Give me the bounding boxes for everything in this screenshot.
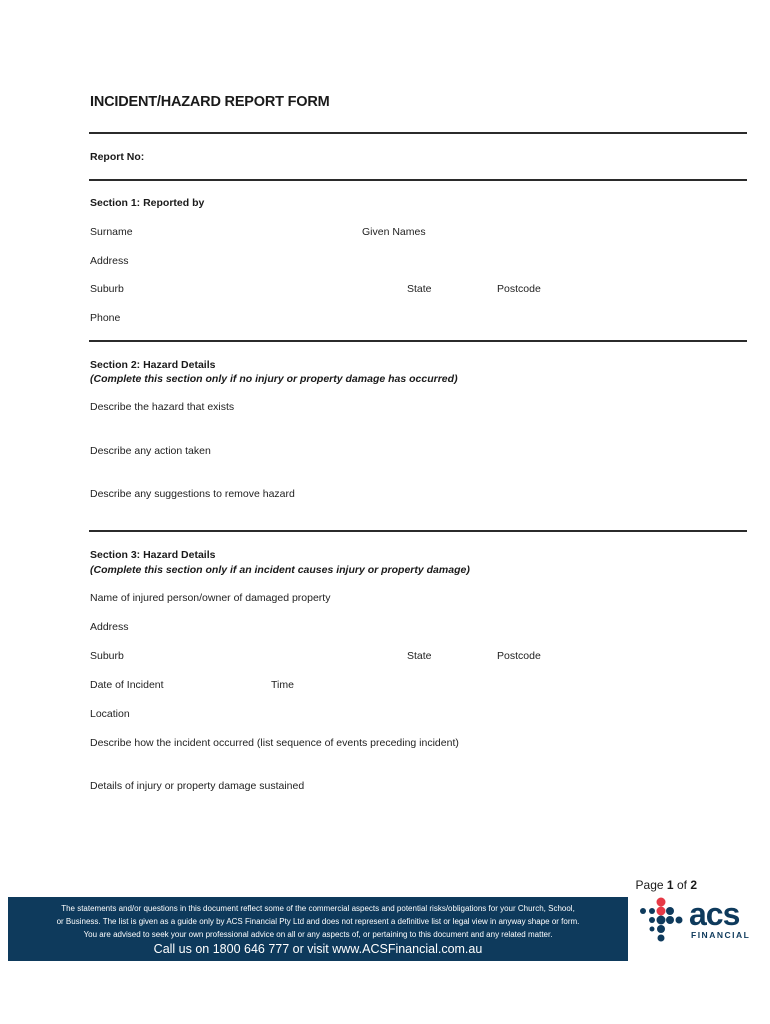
page-prefix: Page [635, 878, 664, 892]
disclaimer-line: or Business. The list is given as a guide only by ACS Financial Pty Ltd and does not represent a definitive list or legal view in anyway shape or form. [56, 917, 580, 926]
report-no-label: Report No: [90, 151, 145, 163]
page-current: 1 [666, 878, 674, 892]
disclaimer-line: You are advised to seek your own professional advice on all or any aspects of, or pertaining to this document and any related matter. [83, 930, 553, 939]
postcode-label: Postcode [497, 283, 541, 295]
time-label: Time [271, 679, 294, 691]
section1-heading: Section 1: Reported by [90, 197, 205, 209]
acs-logo [636, 896, 751, 946]
state-label: State [407, 650, 432, 662]
date-label: Date of Incident [90, 679, 164, 691]
disclaimer-line: The statements and/or questions in this document reflect some of the commercial aspects and potential risks/obligations for your Church, School, [61, 904, 575, 913]
suggestions-label: Describe any suggestions to remove hazard [90, 488, 295, 500]
footer-disclaimer [8, 897, 628, 941]
suburb-label: Suburb [90, 650, 124, 662]
suburb-label: Suburb [90, 283, 124, 295]
divider [89, 530, 747, 532]
postcode-label: Postcode [497, 650, 541, 662]
hazard-label: Describe the hazard that exists [90, 401, 235, 413]
footer-contact: Call us on 1800 646 777 or visit www.ACSFinancial.com.au [153, 942, 483, 956]
address-label: Address [90, 255, 129, 267]
logo-subtitle: FINANCIAL [691, 930, 751, 940]
given-names-label: Given Names [362, 226, 426, 238]
logo-name: acs [689, 896, 740, 932]
divider [89, 132, 747, 134]
divider [89, 340, 747, 342]
phone-label: Phone [90, 312, 121, 324]
location-label: Location [90, 708, 130, 720]
state-label: State [407, 283, 432, 295]
footer-banner [8, 897, 628, 961]
section2-heading: Section 2: Hazard Details [90, 359, 216, 371]
address-label: Address [90, 621, 129, 633]
incident-how-label: Describe how the incident occurred (list sequence of events preceding incident) [90, 737, 459, 749]
surname-label: Surname [90, 226, 133, 238]
form-title: INCIDENT/HAZARD REPORT FORM [90, 94, 330, 110]
divider [89, 179, 747, 181]
section3-heading: Section 3: Hazard Details [90, 549, 216, 561]
action-label: Describe any action taken [90, 445, 211, 457]
injured-name-label: Name of injured person/owner of damaged property [90, 592, 331, 604]
page-number [636, 878, 697, 892]
logo-dots-icon [636, 896, 688, 946]
page-of: of [676, 878, 687, 892]
section2-note: (Complete this section only if no injury or property damage has occurred) [90, 373, 458, 385]
page-total: 2 [690, 878, 697, 892]
section3-note: (Complete this section only if an incident causes injury or property damage) [90, 564, 470, 576]
injury-details-label: Details of injury or property damage sustained [90, 780, 305, 792]
